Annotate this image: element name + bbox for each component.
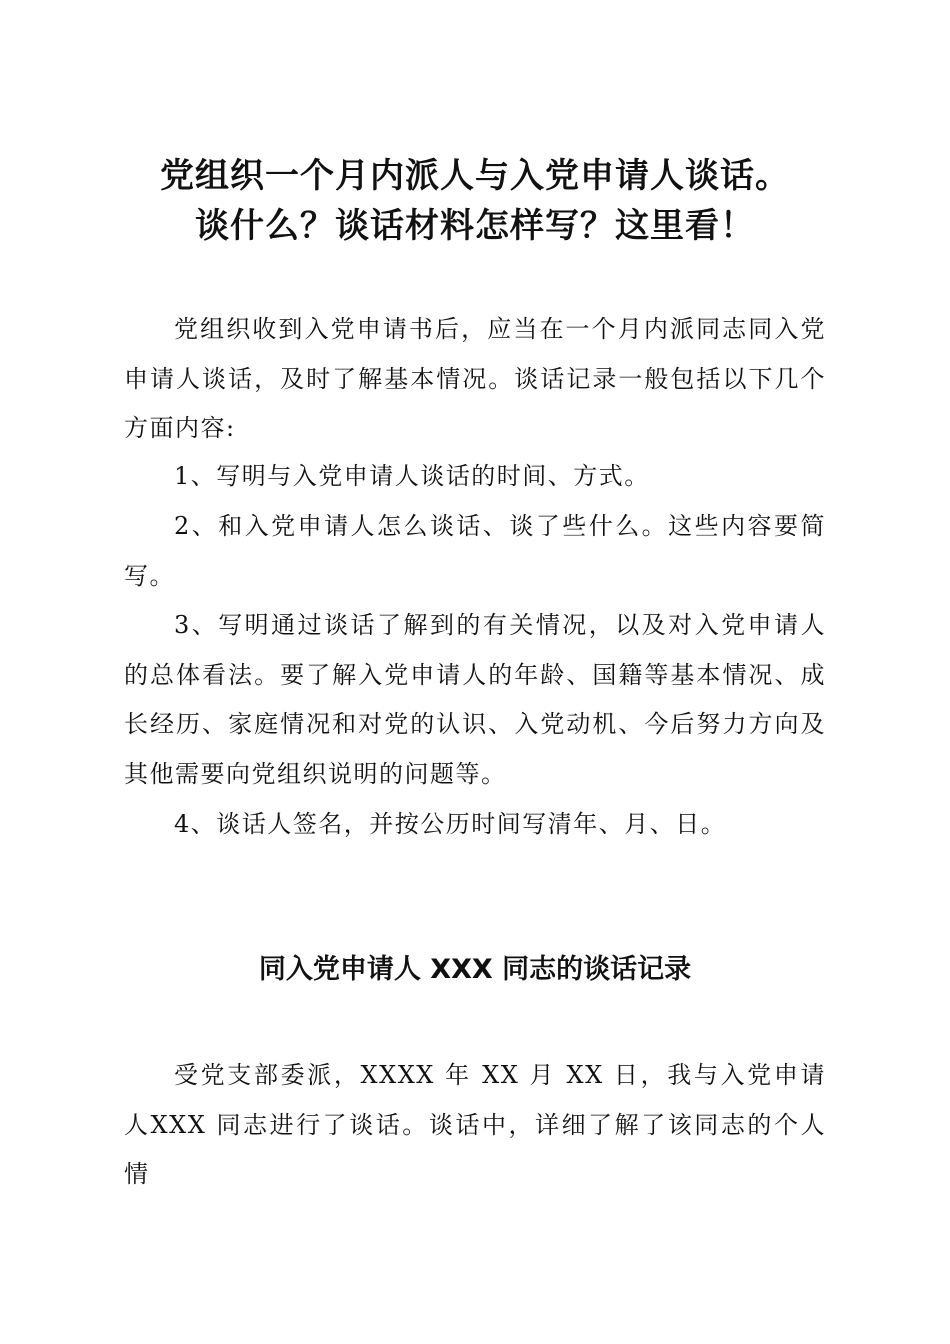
list-item: 2、和入党申请人怎么谈话、谈了些什么。这些内容要简写。	[124, 512, 826, 590]
list-item: 3、写明通过谈话了解到的有关情况，以及对入党申请人的总体看法。要了解入党申请人的年龄、国籍等基本情况、成长经历、家庭情况和对党的认识、入党动机、今后努力方向及其他需要向党组织说明的问题等。	[124, 611, 826, 788]
record-paragraph: 受党支部委派，XXXX 年 XX 月 XX 日，我与入党申请人XXX 同志进行了谈话。谈话中，详细了解了该同志的个人情	[124, 1061, 826, 1188]
intro-paragraph: 党组织收到入党申请书后，应当在一个月内派同志同入党申请人谈话，及时了解基本情况。谈话记录一般包括以下几个方面内容:	[124, 315, 826, 442]
record-title: 同入党申请人 XXX 同志的谈话记录	[258, 954, 692, 985]
list-item: 4、谈话人签名，并按公历时间写清年、月、日。	[174, 810, 727, 838]
list-item: 1、写明与入党申请人谈话的时间、方式。	[174, 462, 650, 490]
page-title-line-2: 谈什么？谈话材料怎样写？这里看！	[195, 206, 755, 246]
page-title-line-1: 党组织一个月内派人与入党申请人谈话。	[160, 156, 790, 196]
